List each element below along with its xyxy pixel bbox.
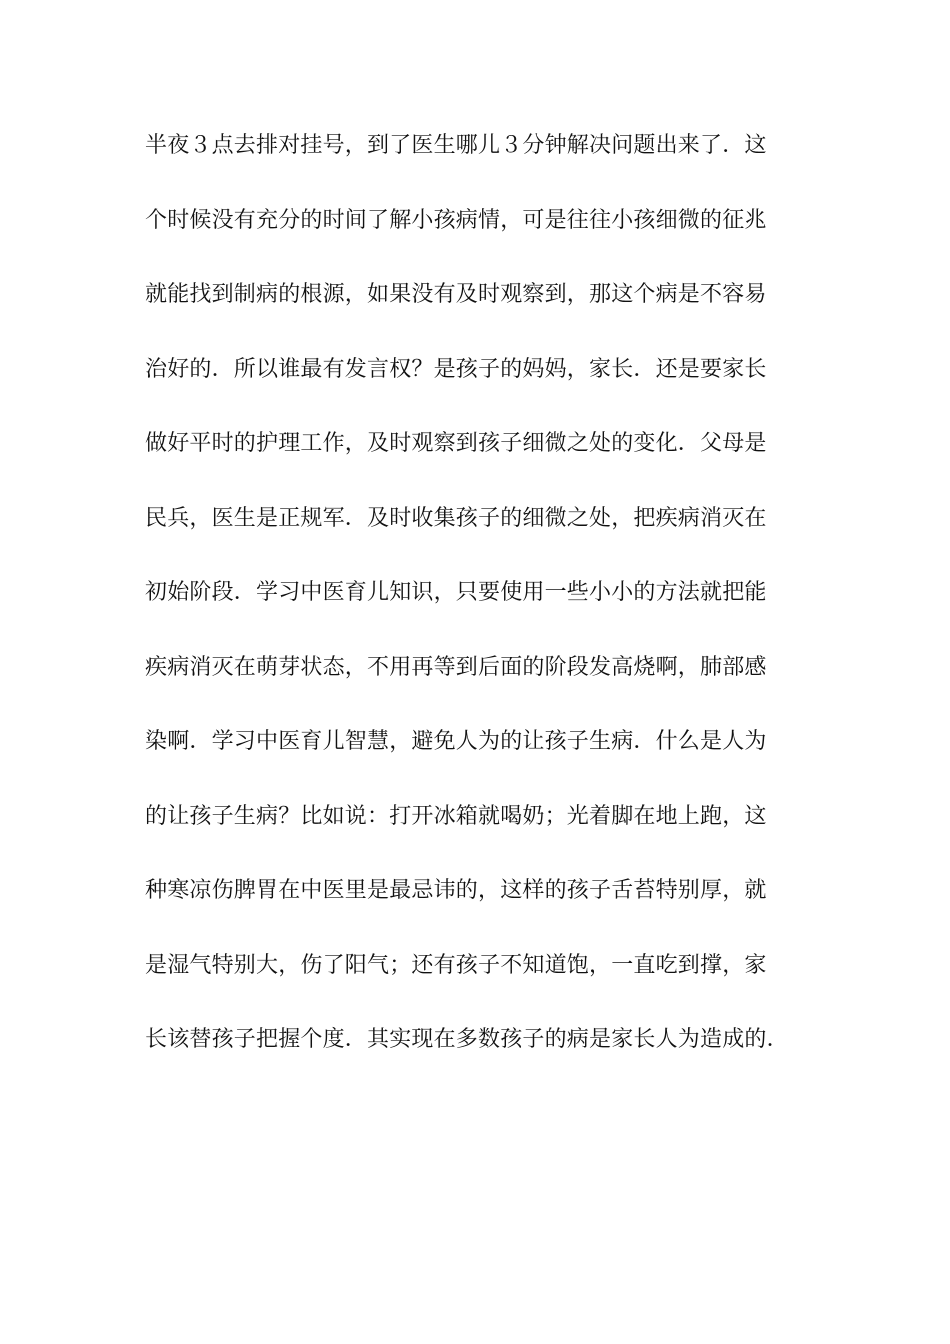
text-line: 民兵，医生是正规军．及时收集孩子的细微之处，把疾病消灭在 bbox=[145, 505, 767, 531]
text-line: 疾病消灭在萌芽状态，不用再等到后面的阶段发高烧啊，肺部感 bbox=[145, 654, 767, 680]
body-paragraph bbox=[145, 126, 815, 1095]
text-line: 染啊．学习中医育儿智慧，避免人为的让孩子生病．什么是人为 bbox=[145, 729, 767, 754]
text-line: 是湿气特别大，伤了阳气；还有孩子不知道饱，一直吃到撑，家 bbox=[145, 952, 767, 978]
text-line: 就能找到制病的根源，如果没有及时观察到，那这个病是不容易 bbox=[145, 282, 767, 307]
text-line: 半夜３点去排对挂号，到了医生哪儿３分钟解决问题出来了．这 bbox=[145, 133, 767, 158]
text-line: 个时候没有充分的时间了解小孩病情，可是往往小孩细微的征兆 bbox=[145, 207, 767, 233]
text-line: 的让孩子生病？比如说：打开冰箱就喝奶；光着脚在地上跑，这 bbox=[145, 803, 767, 829]
text-line: 种寒凉伤脾胃在中医里是最忌讳的，这样的孩子舌苔特别厚，就 bbox=[145, 878, 767, 903]
text-line: 做好平时的护理工作，及时观察到孩子细微之处的变化．父母是 bbox=[145, 431, 767, 456]
text-line: 治好的．所以谁最有发言权？是孩子的妈妈，家长．还是要家长 bbox=[145, 356, 767, 382]
text-line: 初始阶段．学习中医育儿知识，只要使用一些小小的方法就把能 bbox=[145, 580, 767, 605]
text-line: 长该替孩子把握个度．其实现在多数孩子的病是家长人为造成的． bbox=[145, 1027, 789, 1052]
